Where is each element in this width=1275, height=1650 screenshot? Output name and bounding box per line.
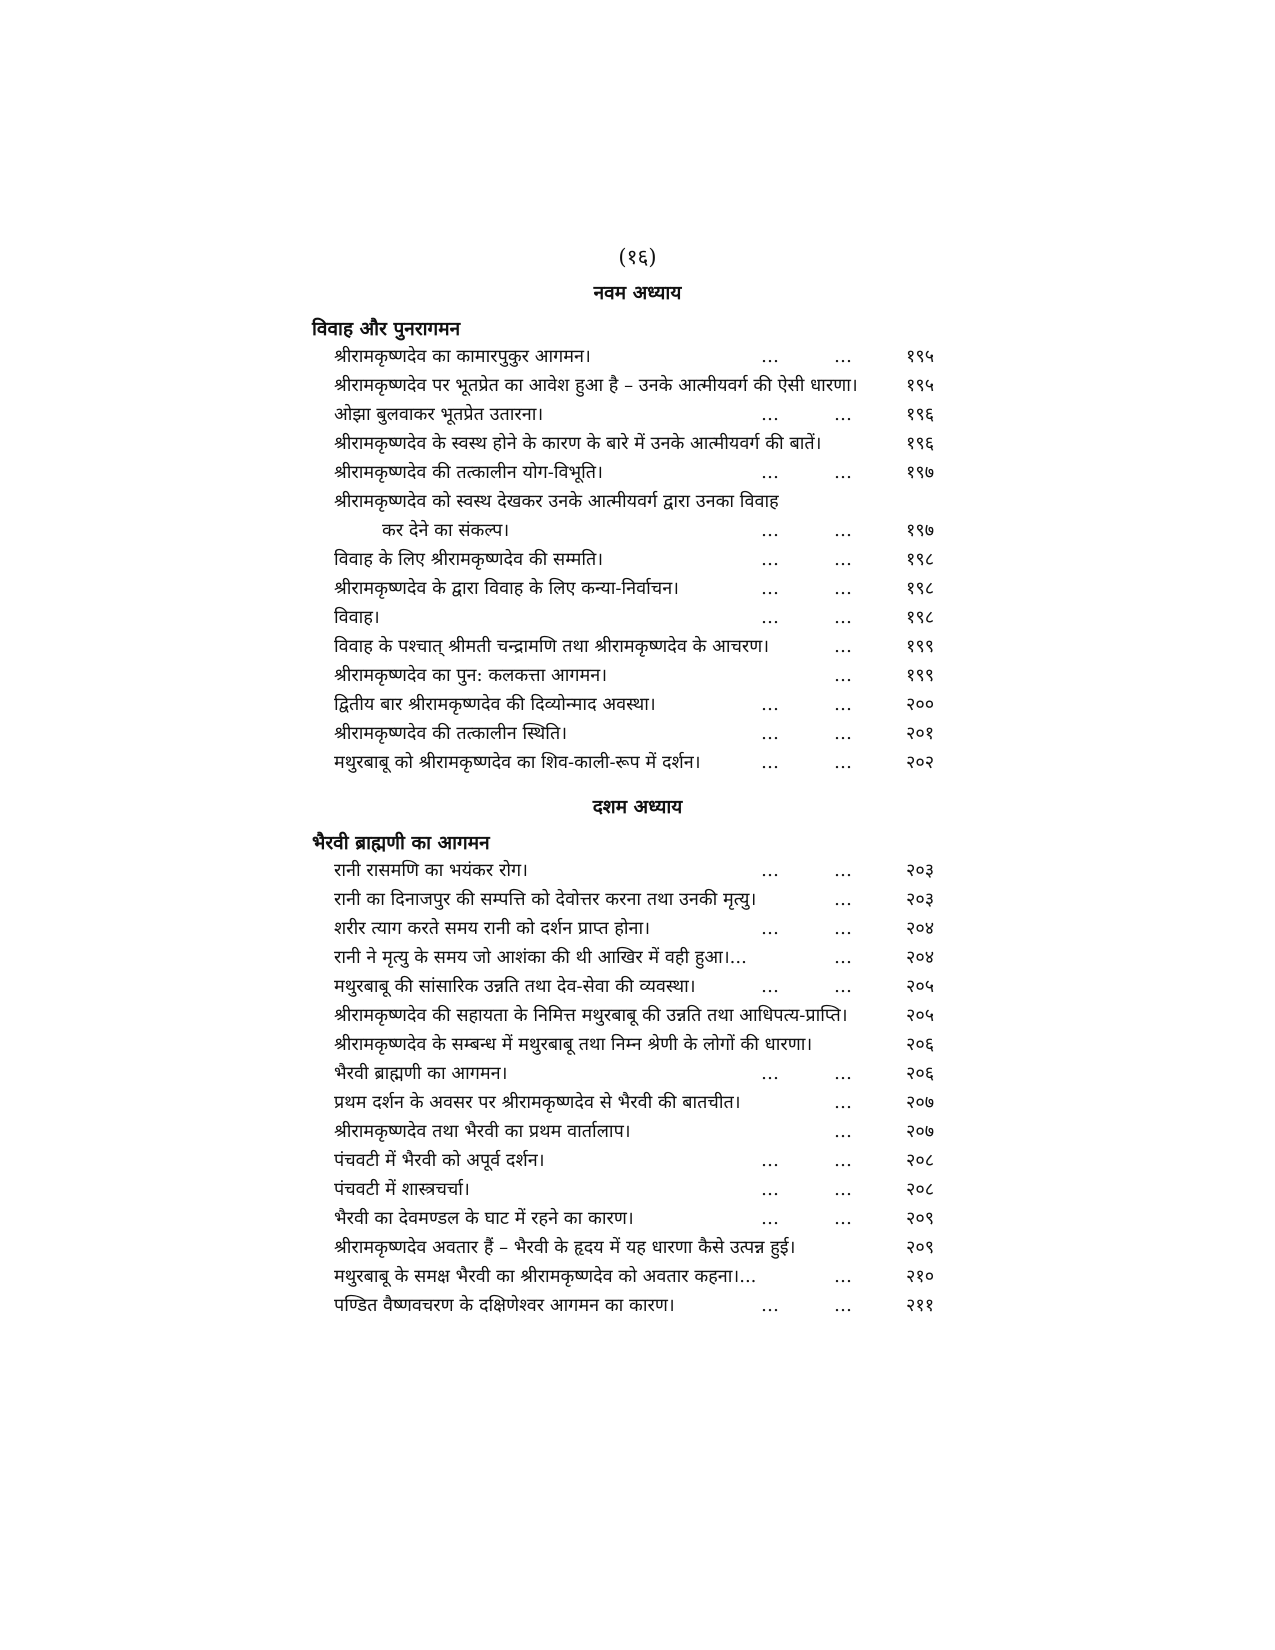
leader-dots: … [834, 918, 852, 939]
toc-entry-page: १९९ [906, 665, 935, 686]
toc-entry-title: श्रीरामकृष्णदेव अवतार हैं – भैरवी के हृदय में यह धारणा कैसे उत्पन्न हुई। [334, 1237, 796, 1258]
leader-dots: … [761, 578, 779, 599]
toc-entry-page: १९८ [906, 549, 935, 570]
toc-entry-page: १९८ [906, 607, 935, 628]
toc-entry [334, 943, 952, 972]
toc-entry-page: २०९ [906, 1208, 935, 1229]
toc-entry [334, 545, 952, 574]
toc-entry-title: मथुरबाबू के समक्ष भैरवी का श्रीरामकृष्णदेव को अवतार कहना।... [334, 1266, 757, 1287]
leader-dots: … [834, 723, 852, 744]
toc-entry-page: २०४ [906, 918, 935, 939]
leader-dots: … [834, 1092, 852, 1113]
toc-entry [334, 719, 952, 748]
leader-dots: … [761, 1179, 779, 1200]
toc-entry [334, 1262, 952, 1291]
leader-dots: … [834, 694, 852, 715]
toc-entry-page: १९५ [906, 375, 935, 396]
leader-dots: … [761, 462, 779, 483]
toc-entry [334, 914, 952, 943]
leader-dots: … [761, 1150, 779, 1171]
toc-entry-page: २०२ [906, 752, 935, 773]
toc-entry-title: श्रीरामकृष्णदेव पर भूतप्रेत का आवेश हुआ है – उनके आत्मीयवर्ग की ऐसी धारणा। [334, 375, 858, 396]
toc-entry-title: श्रीरामकृष्णदेव का कामारपुकुर आगमन। [334, 346, 591, 367]
toc-entry [334, 1146, 952, 1175]
toc-entry-title: पंचवटी में भैरवी को अपूर्व दर्शन। [334, 1150, 545, 1171]
leader-dots: … [834, 889, 852, 910]
toc-entry-title: रानी का दिनाजपुर की सम्पत्ति को देवोत्तर करना तथा उनकी मृत्यु। [334, 889, 757, 910]
leader-dots: … [761, 694, 779, 715]
leader-dots: … [761, 1063, 779, 1084]
leader-dots: … [834, 1121, 852, 1142]
toc-entry-page: २१० [906, 1266, 935, 1287]
toc-entry [334, 487, 952, 516]
toc-entry-title: शरीर त्याग करते समय रानी को दर्शन प्राप्त होना। [334, 918, 651, 939]
toc-list-9 [334, 342, 952, 777]
leader-dots: … [761, 1208, 779, 1229]
toc-entry-title: भैरवी ब्राह्मणी का आगमन। [334, 1063, 508, 1084]
leader-dots: … [834, 947, 852, 968]
chapter-heading-10: दशम अध्याय [592, 796, 683, 818]
leader-dots: … [834, 462, 852, 483]
toc-entry [334, 1001, 952, 1030]
toc-entry-title: श्रीरामकृष्णदेव की तत्कालीन योग-विभूति। [334, 462, 603, 483]
toc-entry-page: २०८ [906, 1179, 935, 1200]
toc-entry-title: मथुरबाबू की सांसारिक उन्नति तथा देव-सेवा की व्यवस्था। [334, 976, 696, 997]
toc-entry-page: २०६ [906, 1034, 935, 1055]
leader-dots: … [834, 520, 852, 541]
toc-entry-page: १९७ [906, 462, 935, 483]
toc-entry-title: श्रीरामकृष्णदेव के स्वस्थ होने के कारण के बारे में उनके आत्मीयवर्ग की बातें। [334, 433, 822, 454]
toc-entry [334, 342, 952, 371]
toc-entry [334, 885, 952, 914]
toc-entry-page: २०७ [906, 1121, 935, 1142]
toc-entry-title: भैरवी का देवमण्डल के घाट में रहने का कारण। [334, 1208, 634, 1229]
toc-entry [334, 1175, 952, 1204]
leader-dots: … [834, 1295, 852, 1316]
toc-entry [334, 1233, 952, 1262]
page-number: (१६) [618, 245, 657, 269]
toc-entry-title: ओझा बुलवाकर भूतप्रेत उतारना। [334, 404, 544, 425]
toc-entry-title: विवाह के लिए श्रीरामकृष्णदेव की सम्मति। [334, 549, 604, 570]
leader-dots: … [834, 1150, 852, 1171]
toc-entry-page: २०३ [906, 860, 935, 881]
toc-entry-page: २०५ [906, 976, 935, 997]
leader-dots: … [761, 520, 779, 541]
toc-entry [334, 1291, 952, 1320]
toc-entry [334, 1088, 952, 1117]
toc-entry [334, 429, 952, 458]
leader-dots: … [761, 607, 779, 628]
toc-entry [334, 1059, 952, 1088]
toc-entry-title: रानी ने मृत्यु के समय जो आशंका की थी आखिर में वही हुआ।... [334, 947, 747, 968]
toc-entry-page: १९९ [906, 636, 935, 657]
toc-entry-page: १९६ [906, 433, 935, 454]
leader-dots: … [834, 404, 852, 425]
toc-entry-page: १९७ [906, 520, 935, 541]
toc-entry [334, 1030, 952, 1059]
toc-entry-title: मथुरबाबू को श्रीरामकृष्णदेव का शिव-काली-रूप में दर्शन। [334, 752, 701, 773]
chapter-heading-9: नवम अध्याय [593, 282, 682, 304]
toc-entry [334, 603, 952, 632]
leader-dots: … [761, 918, 779, 939]
toc-entry-title: रानी रासमणि का भयंकर रोग। [334, 860, 528, 881]
toc-entry-title: पण्डित वैष्णवचरण के दक्षिणेश्वर आगमन का कारण। [334, 1295, 675, 1316]
leader-dots: … [834, 665, 852, 686]
leader-dots: … [761, 976, 779, 997]
toc-entry [334, 400, 952, 429]
toc-entry-title: द्वितीय बार श्रीरामकृष्णदेव की दिव्योन्माद अवस्था। [334, 694, 656, 715]
leader-dots: … [761, 549, 779, 570]
toc-entry-page: २०४ [906, 947, 935, 968]
toc-entry [334, 516, 952, 545]
toc-entry-title: श्रीरामकृष्णदेव की तत्कालीन स्थिति। [334, 723, 568, 744]
leader-dots: … [761, 1295, 779, 1316]
toc-entry [334, 661, 952, 690]
leader-dots: … [761, 404, 779, 425]
toc-entry-title: श्रीरामकृष्णदेव के सम्बन्ध में मथुरबाबू तथा निम्न श्रेणी के लोगों की धारणा। [334, 1034, 813, 1055]
toc-entry [334, 458, 952, 487]
leader-dots: … [834, 752, 852, 773]
toc-entry-page: २०९ [906, 1237, 935, 1258]
leader-dots: … [761, 752, 779, 773]
toc-entry-title: विवाह। [334, 607, 380, 628]
leader-dots: … [834, 1266, 852, 1287]
leader-dots: … [761, 723, 779, 744]
leader-dots: … [834, 636, 852, 657]
leader-dots: … [761, 346, 779, 367]
toc-entry [334, 632, 952, 661]
leader-dots: … [761, 860, 779, 881]
toc-entry [334, 1204, 952, 1233]
toc-entry-title: श्रीरामकृष्णदेव का पुन: कलकत्ता आगमन। [334, 665, 608, 686]
toc-entry [334, 748, 952, 777]
toc-entry-page: २०६ [906, 1063, 935, 1084]
toc-entry [334, 574, 952, 603]
toc-entry-title: विवाह के पश्चात् श्रीमती चन्द्रामणि तथा श्रीरामकृष्णदेव के आचरण। [334, 636, 770, 657]
toc-entry-title: श्रीरामकृष्णदेव को स्वस्थ देखकर उनके आत्मीयवर्ग द्वारा उनका विवाह [334, 491, 779, 512]
toc-entry [334, 690, 952, 719]
toc-entry-page: २०३ [906, 889, 935, 910]
leader-dots: … [834, 549, 852, 570]
toc-entry-title: प्रथम दर्शन के अवसर पर श्रीरामकृष्णदेव से भैरवी की बातचीत। [334, 1092, 741, 1113]
toc-entry-page: १९८ [906, 578, 935, 599]
toc-entry-page: २०७ [906, 1092, 935, 1113]
toc-entry-title: श्रीरामकृष्णदेव के द्वारा विवाह के लिए कन्या-निर्वाचन। [334, 578, 680, 599]
leader-dots: … [834, 976, 852, 997]
toc-entry [334, 1117, 952, 1146]
toc-entry-page: २०५ [906, 1005, 935, 1026]
toc-entry [334, 972, 952, 1001]
toc-entry-title: श्रीरामकृष्णदेव की सहायता के निमित्त मथुरबाबू की उन्नति तथा आधिपत्य-प्राप्ति। [334, 1005, 848, 1026]
toc-entry [334, 856, 952, 885]
toc-entry-page: १९६ [906, 404, 935, 425]
toc-entry-page: २०८ [906, 1150, 935, 1171]
leader-dots: … [834, 860, 852, 881]
toc-entry-title: पंचवटी में शास्त्रचर्चा। [334, 1179, 470, 1200]
toc-entry-title: कर देने का संकल्प। [382, 520, 510, 541]
toc-list-10 [334, 856, 952, 1320]
leader-dots: … [834, 607, 852, 628]
toc-entry-title: श्रीरामकृष्णदेव तथा भैरवी का प्रथम वार्तालाप। [334, 1121, 631, 1142]
leader-dots: … [834, 346, 852, 367]
toc-entry-page: २०१ [906, 723, 935, 744]
leader-dots: … [834, 578, 852, 599]
toc-entry-page: २११ [906, 1295, 935, 1316]
leader-dots: … [834, 1179, 852, 1200]
toc-entry-page: २०० [906, 694, 935, 715]
toc-entry-page: १९५ [906, 346, 935, 367]
toc-entry [334, 371, 952, 400]
section-title-9: विवाह और पुनरागमन [312, 318, 461, 340]
section-title-10: भैरवी ब्राह्मणी का आगमन [312, 832, 490, 854]
leader-dots: … [834, 1208, 852, 1229]
leader-dots: … [834, 1063, 852, 1084]
